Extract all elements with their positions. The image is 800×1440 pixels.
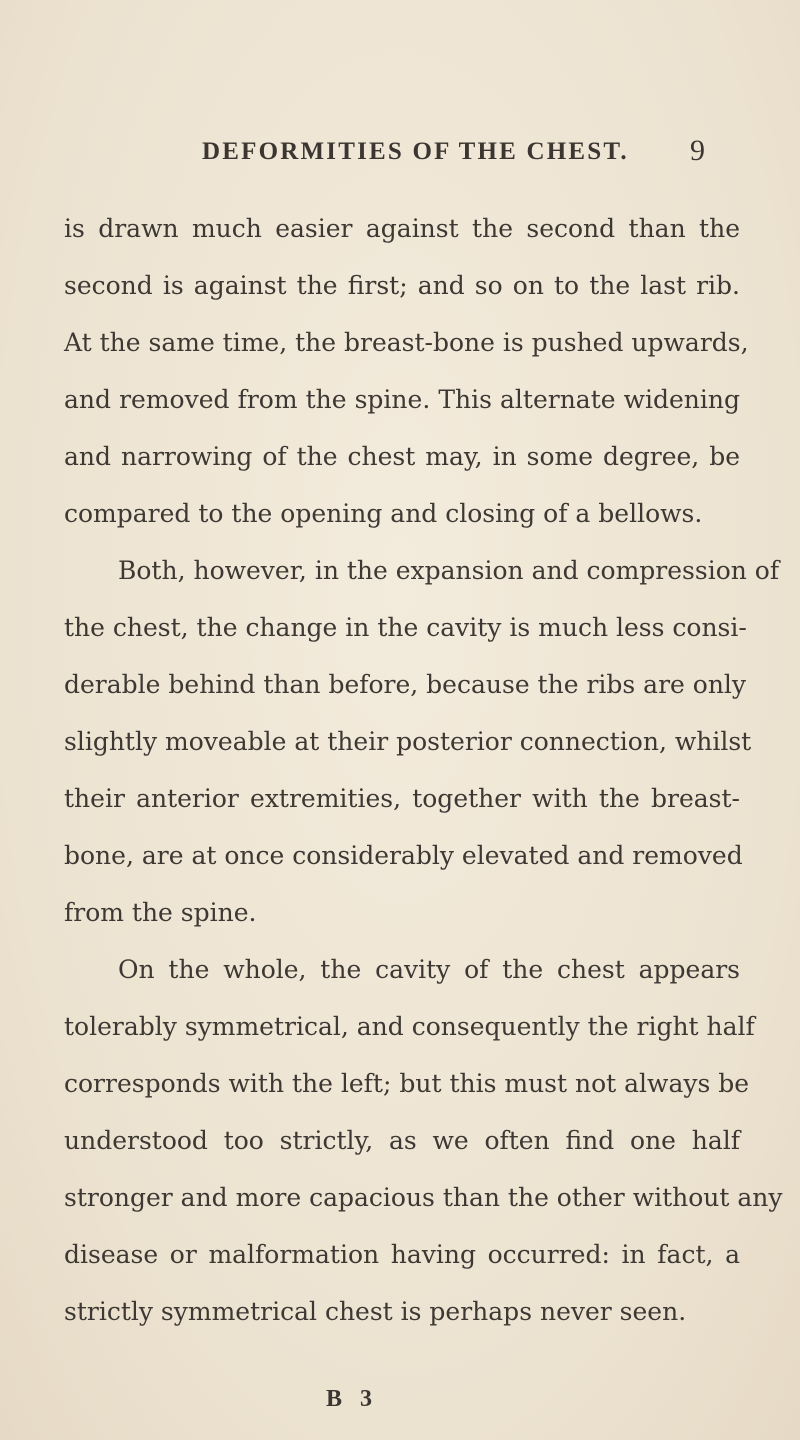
text-line: corresponds with the left; but this must not always be <box>64 1069 750 1098</box>
running-title: DEFORMITIES OF THE CHEST. <box>202 138 629 165</box>
text-line: and narrowing of the chest may, in some degree, be <box>64 442 740 471</box>
text-line: disease or malformation having occurred: in fact, a <box>64 1240 740 1269</box>
text-line: strictly symmetrical chest is perhaps never seen. <box>64 1297 687 1326</box>
text-line: On the whole, the cavity of the chest appears <box>118 955 740 984</box>
text-line: compared to the opening and closing of a bellows. <box>64 499 703 528</box>
page-number: 9 <box>690 134 705 167</box>
text-line: derable behind than before, because the ribs are only <box>64 670 747 699</box>
text-line: slightly moveable at their posterior connection, whilst <box>64 727 752 756</box>
text-line: stronger and more capacious than the other without any <box>64 1183 783 1212</box>
text-line: and removed from the spine. This alternate widening <box>64 385 740 414</box>
running-head <box>0 134 800 174</box>
signature-mark: B 3 <box>326 1386 379 1412</box>
text-line: tolerably symmetrical, and consequently the right half <box>64 1012 755 1041</box>
text-line: from the spine. <box>64 898 257 927</box>
text-line: bone, are at once considerably elevated and removed <box>64 841 743 870</box>
text-line: their anterior extremities, together with the breast- <box>64 784 740 813</box>
text-line: understood too strictly, as we often find one half <box>64 1126 740 1155</box>
text-line: is drawn much easier against the second than the <box>64 214 740 243</box>
text-line: second is against the first; and so on to the last rib. <box>64 271 740 300</box>
text-line: At the same time, the breast-bone is pushed upwards, <box>64 328 749 357</box>
text-line: the chest, the change in the cavity is much less consi- <box>64 613 747 642</box>
text-line: Both, however, in the expansion and compression of <box>118 556 780 585</box>
